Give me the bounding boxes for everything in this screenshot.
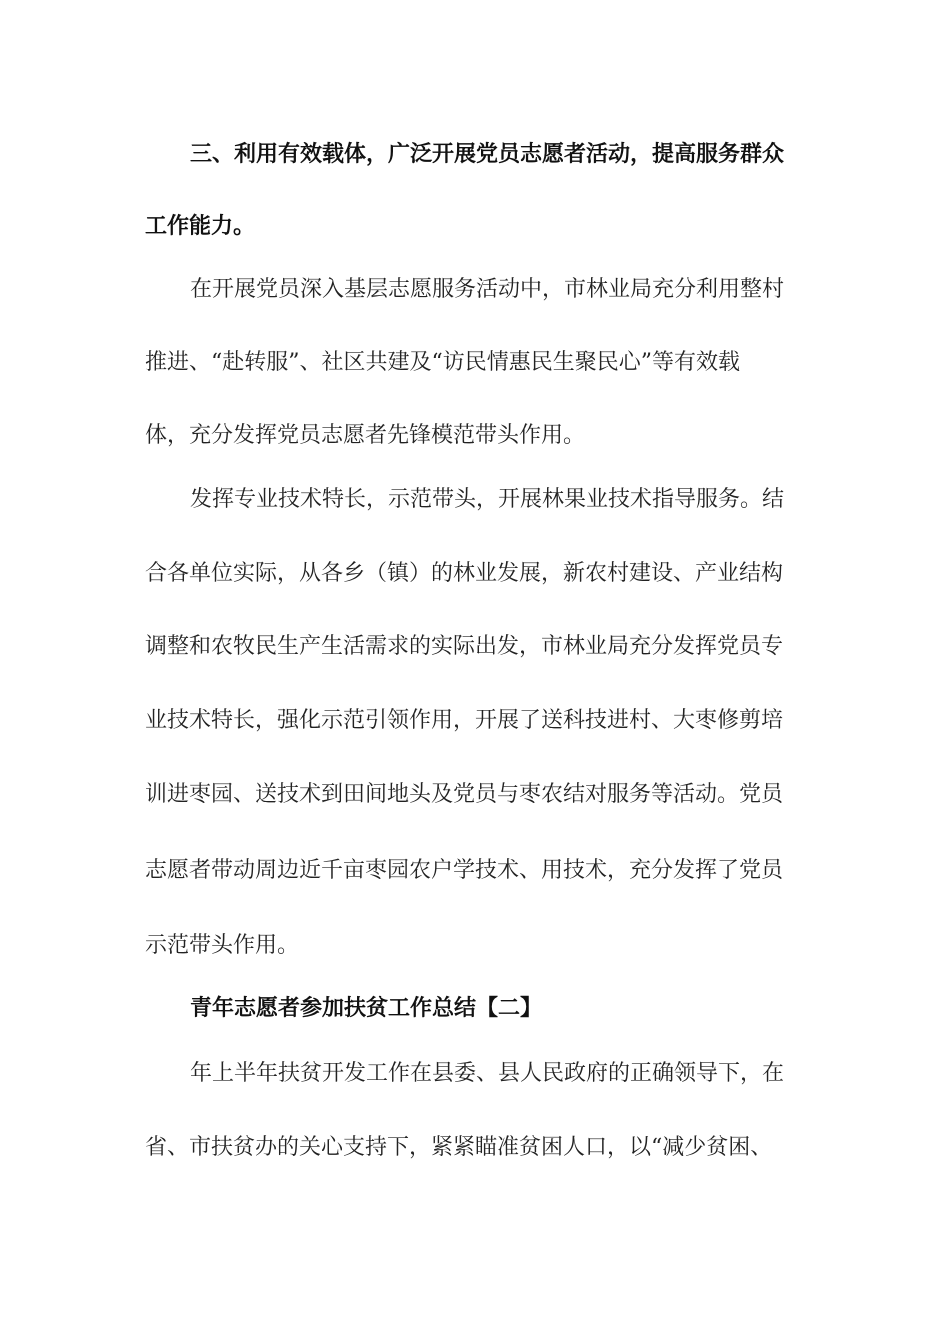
paragraph-1-line-3: 体，充分发挥党员志愿者先锋模范带头作用。 bbox=[145, 423, 586, 448]
section-title: 青年志愿者参加扶贫工作总结【二】 bbox=[190, 996, 543, 1021]
paragraph-2-line-3: 调整和农牧民生产生活需求的实际出发，市林业局充分发挥党员专 bbox=[145, 634, 784, 659]
paragraph-3-line-2: 省、市扶贫办的关心支持下，紧紧瞄准贫困人口，以“减少贫困、 bbox=[145, 1135, 773, 1160]
paragraph-2-line-7: 示范带头作用。 bbox=[145, 933, 300, 958]
paragraph-1-line-2: 推进、“赴转服”、社区共建及“访民情惠民生聚民心”等有效载 bbox=[145, 350, 740, 375]
heading-line-2: 工作能力。 bbox=[145, 214, 256, 239]
paragraph-2-line-1: 发挥专业技术特长，示范带头，开展林果业技术指导服务。结 bbox=[190, 487, 785, 512]
heading-line-1: 三、利用有效载体，广泛开展党员志愿者活动，提高服务群众 bbox=[190, 142, 785, 167]
paragraph-1-line-1: 在开展党员深入基层志愿服务活动中，市林业局充分利用整村 bbox=[190, 277, 785, 302]
paragraph-2-line-6: 志愿者带动周边近千亩枣园农户学技术、用技术，充分发挥了党员 bbox=[145, 858, 784, 883]
paragraph-3-line-1: 年上半年扶贫开发工作在县委、县人民政府的正确领导下，在 bbox=[190, 1061, 785, 1086]
paragraph-2-line-5: 训进枣园、送技术到田间地头及党员与枣农结对服务等活动。党员 bbox=[145, 782, 784, 807]
paragraph-2-line-4: 业技术特长，强化示范引领作用，开展了送科技进村、大枣修剪培 bbox=[145, 708, 784, 733]
paragraph-2-line-2: 合各单位实际，从各乡（镇）的林业发展，新农村建设、产业结构 bbox=[145, 561, 784, 586]
